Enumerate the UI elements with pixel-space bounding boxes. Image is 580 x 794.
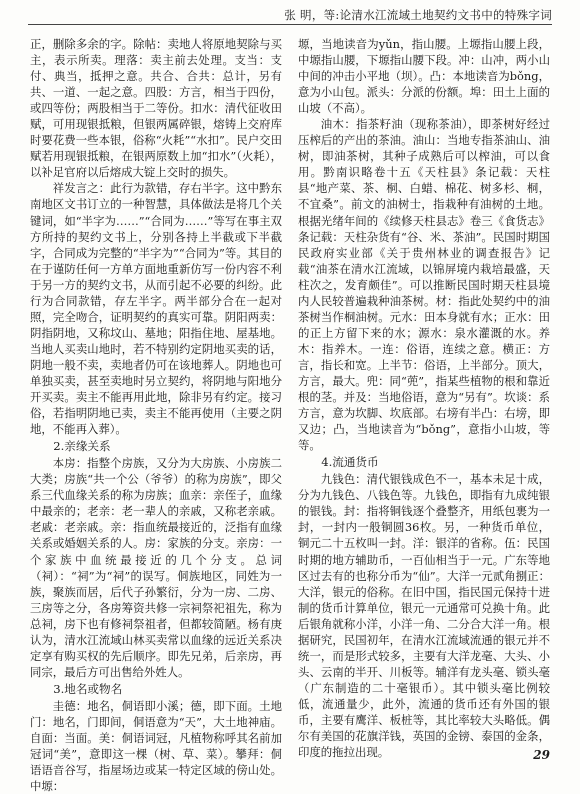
right-column bbox=[298, 36, 550, 760]
left-column bbox=[30, 36, 282, 794]
paragraph: 九钱色：清代银钱成色不一，基本未足十成，分为九钱色、八钱色等。九钱色，即指有九成纯银的银钱。封：指将铜钱逐个叠整齐，用纸包裹为一封，一封内一般铜圆36枚。另，一种货币单位，铜元二十五枚叫一封。洋：银洋的省称。伍：民国时期的地方辅助币，一百仙相当于一元。广东等地区过去有的也称分币为“仙”。大洋一元贰角捌正：大洋，银元的俗称。在旧中国，指民国元保持十进制的货币计算单位，银元一元通常可兑换十角。此后银角就称小洋，小洋一角、二分合大洋一角。根据研究，民国初年，在清水江流域流通的银元并不统一，而是形式较多，主要有大洋龙毫、大头、小头、云南的半开、川板等。辅洋有龙头毫、锁头毫（广东制造的二十毫银币）。其中锁头毫比例较低，流通量少，此外，流通的货币还有外国的银币，主要有鹰洋、板桩等，其比率较大头略低。偶尔有美国的花旗洋钱，英国的金镑、泰国的金条，印度的拖拉出现。 bbox=[298, 472, 550, 760]
paragraph: 圭德：地名，侗语即小溪；德，即下面。土地门：地名，门即间，侗语意为“天”，大土地神庙。自面：当面。美：侗语词冠，凡植物称呼其名前加冠词“美”，意即这一棵（树、草、菜）。攀拜：侗语语音谷写，指屋场边或某一特定区域的傍山处。中塬： bbox=[30, 698, 282, 794]
paragraph: 本房：指整个房族，又分为大房族、小房族二大类；房族“共一个公（爷爷）的称为房族”，即父系三代血缘关系的称为房族；血亲：亲侄子，血缘中最亲的；老亲：老一辈人的亲戚，又称老亲戚。老戚：老亲戚。亲：指血统最接近的，泛指有血缘关系或婚姻关系的人。房：家族的分支。亲房：一个家族中血统最接近的几个分支。总词（祠）：“祠”为“祠”的误写。侗族地区，同姓为一族，聚族而居，后代子孙繁衍，分为一房、二房、三房等之分，各房筹资共修一宗祠祭祀祖先，称为总祠，房下也有修祠祭祖者，但都较简陋。杨有庚认为，清水江流域山林买卖常以血缘的远近关系决定享有购买权的先后顺序。即先兄弟，后亲房，再同宗，最后方可出售给外姓人。 bbox=[30, 456, 282, 679]
paragraph: 塬，当地读音为yǔn，指山腰。上塬指山腰上段，中塬指山腰，下塬指山腰下段。冲：山冲，两小山中间的冲击小平地（坝）。凸：本地读音为bǒng，意为小山包。派头：分派的份额。埠：田土上面的山坡（不高）。 bbox=[298, 37, 550, 116]
running-title: 张 明，等:论清水江流域土地契约文书中的特殊字词 bbox=[284, 8, 552, 22]
paragraph: 油木：指茶籽油（现称茶油），即茶树好经过压榨后的产出的茶油。油山：当地专指茶油山、油树，即油茶树，其种子成熟后可以榨油，可以食用。黔南识略卷十五《天柱县》条记载：天柱县“地产菜、茶、桐、白蜡、棉花、树多杉、桐，不宜桑”。前文的油树士，指栽种有油树的土地。根据光绪年间的《续修天柱县志》卷三《食货志》条记载：天柱杂货有“谷、米、茶油”。民国时期国民政府实业部《关于贵州林业的调查报告》记载“油茶在清水江流域，以锦屏境内栽培最盛，天柱次之，发育颇佳”。可以推断民国时期天柱县境内人民较普遍栽种油茶树。材：指此处契约中的油茶树当作桐油树。元水：田本身就有水；正水：田的正上方留下来的水；源水：泉水灌溉的水。养木：指养木。一连：俗语，连续之意。横正：方言，指长和宽。上半节：俗语，上半部分。顶大，方言，最大。兜：同“蔸”，指某些植物的根和靠近根的茎。并及：当地俗语，意为“另有”。坎谈：系方言，意为坎脚、坎底部。右塝有半凸：右塝，即又边；凸，当地读音为“bǒng”，意指小山坡，等等。 bbox=[298, 117, 550, 453]
section-heading: 2.亲缘关系 bbox=[53, 439, 111, 454]
header-rule bbox=[28, 24, 552, 25]
section-heading: 3.地名或物名 bbox=[53, 681, 123, 696]
page-number: 29 bbox=[533, 748, 550, 762]
section-heading: 4.流通货币 bbox=[321, 455, 379, 470]
running-header bbox=[0, 6, 580, 26]
paragraph: 祥发言之：此行为款错，存右半字。这中黔东南地区文书订立的一种智慧，具体做法是将几个关键词，如“半字为……”“合同为……”等写在事主双方所持的契约文书上，分别各持上半截或下半截字，合同成为完整的“半字为”“合同为”等。其目的在于谨防任何一方单方面地重新仿写一份内容不利于另一方的契约文书，从而引起不必要的纠纷。此行为合同款错，存左半字。两半部分合在一起对照，完全吻合，证明契约的真实可靠。阴阳两卖：阴指阴地，又称坟山、墓地；阳指住地、屋基地。当地人买卖山地时，若不特别约定阴地买卖的话，阴地一般不卖，卖地者仍可在该地葬人。阴地也可单独买卖，甚至卖地时另立契约，将阴地与阳地分开买卖。卖主不能再用此地，除非另有约定。接习俗，若指明阴地已卖，卖主不能再使用（主要之阴地，不能再入葬）。 bbox=[30, 181, 282, 437]
paragraph: 正，删除多余的字。除帖：卖地人将原地契除与买主，表示所卖。理落：卖主前去处理。支当：支付、典当，抵押之意。共合、合共：总计，另有共、一道、一起之意。四股：方言，相当于四份，或四等份；两股相当于二等份。扣水：清代征收田赋，可用现银抵粮，但银两属碎银，熔铸上交府库时要花费一些本银，俗称“火耗”“水扣”。民户交田赋若用现银抵粮，在银两原数上加“扣水”（火耗），以补足官府以后熔成大锭上交时的损失。 bbox=[30, 37, 282, 180]
